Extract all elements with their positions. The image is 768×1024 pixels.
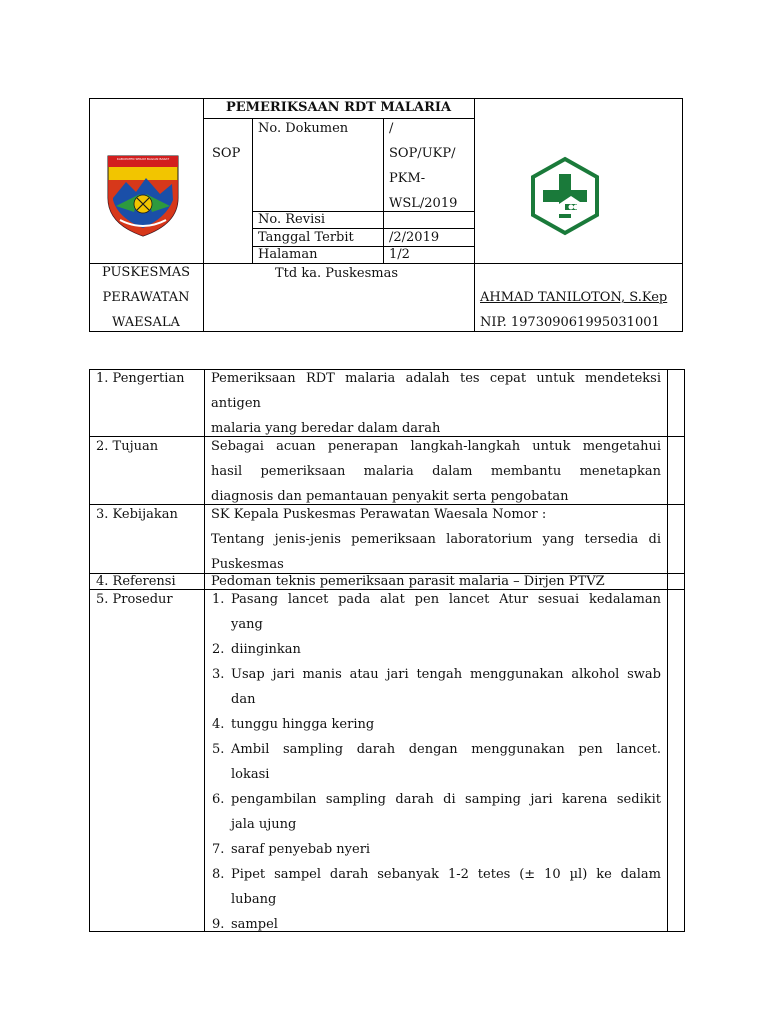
step-number: 4. [212, 717, 225, 732]
doc-number-line: WSL/2019 [389, 196, 458, 211]
step-text: dan [231, 692, 256, 707]
step-text: pengambilan sampling darah di samping jari karena sedikit [231, 792, 661, 807]
org-name-line: PERAWATAN [102, 290, 190, 305]
tujuan-line: Sebagai acuan penerapan langkah-langkah untuk mengetahui [211, 439, 661, 454]
doc-number-label: No. Dokumen [258, 121, 349, 136]
step-number: 6. [212, 792, 225, 807]
document-title: PEMERIKSAAN RDT MALARIA [225, 100, 452, 115]
step-number: 2. [212, 642, 225, 657]
step-text: lubang [231, 892, 277, 907]
issue-date-label: Tanggal Terbit [258, 230, 354, 245]
doc-number-line: SOP/UKP/ [389, 146, 456, 161]
step-text: tunggu hingga kering [231, 717, 375, 732]
section-label-tujuan: 2. Tujuan [96, 439, 159, 454]
step-text: diinginkan [231, 642, 301, 657]
step-text: Usap jari manis atau jari tengah menggunakan alkohol swab [231, 667, 661, 682]
step-text: lokasi [231, 767, 270, 782]
issue-date-value: /2/2019 [389, 230, 440, 245]
pengertian-line: antigen [211, 396, 261, 411]
org-name-line: PUSKESMAS [101, 265, 191, 280]
sop-label: SOP [212, 146, 241, 161]
step-text: Pasang lancet pada alat pen lancet Atur sesuai kedalaman [231, 592, 661, 607]
section-label-kebijakan: 3. Kebijakan [96, 507, 178, 522]
doc-number-line: / [389, 121, 394, 136]
signer-name: AHMAD TANILOTON, S.Kep [480, 290, 668, 305]
step-number: 8. [212, 867, 225, 882]
revision-label: No. Revisi [258, 212, 326, 227]
signer-nip: NIP. 197309061995031001 [480, 315, 660, 330]
step-number: 9. [212, 917, 225, 932]
step-number: 1. [212, 592, 225, 607]
step-text: jala ujung [231, 817, 297, 832]
section-label-referensi: 4. Referensi [96, 574, 176, 589]
org-name-line: WAESALA [112, 315, 180, 330]
step-text: yang [231, 617, 263, 632]
pengertian-line: Pemeriksaan RDT malaria adalah tes cepat untuk mendeteksi [211, 371, 661, 386]
emblem-banner: KABUPATEN SERAM BAGIAN BARAT [116, 157, 170, 161]
step-number: 7. [212, 842, 225, 857]
doc-number-line: PKM- [389, 171, 426, 186]
referensi-line: Pedoman teknis pemeriksaan parasit malaria – Dirjen PTVZ [211, 574, 605, 589]
section-label-pengertian: 1. Pengertian [96, 371, 185, 386]
step-number: 3. [212, 667, 225, 682]
tujuan-line: diagnosis dan pemantauan penyakit serta pengobatan [211, 489, 569, 504]
regency-emblem-icon [106, 154, 180, 238]
kebijakan-line: SK Kepala Puskesmas Perawatan Waesala Nomor : [211, 507, 547, 522]
kebijakan-line: Puskesmas [211, 557, 284, 572]
page-label: Halaman [258, 247, 318, 262]
section-label-prosedur: 5. Prosedur [96, 592, 173, 607]
signature-label: Ttd ka. Puskesmas [275, 266, 399, 281]
step-text: sampel [231, 917, 278, 932]
step-text: saraf penyebab nyeri [231, 842, 371, 857]
page-value: 1/2 [389, 247, 410, 262]
step-text: Ambil sampling darah dengan menggunakan pen lancet. [231, 742, 661, 757]
step-number: 5. [212, 742, 225, 757]
tujuan-line: hasil pemeriksaan malaria dalam membantu menetapkan [211, 464, 661, 479]
puskesmas-logo-icon [529, 156, 601, 236]
pengertian-line: malaria yang beredar dalam darah [211, 421, 441, 436]
kebijakan-line: Tentang jenis-jenis pemeriksaan laboratorium yang tersedia di [211, 532, 661, 547]
step-text: Pipet sampel darah sebanyak 1-2 tetes (± 10 µl) ke dalam [231, 867, 661, 882]
